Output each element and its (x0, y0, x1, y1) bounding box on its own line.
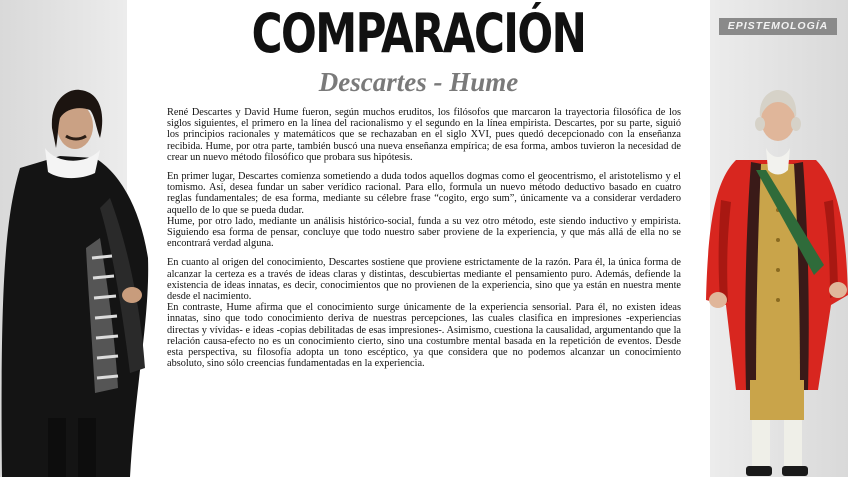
page-subtitle: Descartes - Hume (318, 67, 519, 97)
paragraph-intro: René Descartes y David Hume fueron, según muchos eruditos, los filósofos que marcaron la trayectoria filosófica de los siglos siguientes, el primero en la línea del racionalismo y el segundo en la línea empirista. Descartes, por su parte, siguió los principios racionales y matemáticos que se rechazaban en el siglo XVI, pues quedó decepcionado con la enseñanza recibida. Hume, por otra parte, también buscó una nueva enseñanza empírica; de esa forma, ambos tuvieron la necesidad de crear un nuevo método filosófico que probara sus hipótesis. (167, 107, 681, 163)
document-page (127, 0, 710, 477)
page-title: COMPARACIÓN (251, 2, 586, 65)
paragraph-descartes-method: En primer lugar, Descartes comienza sometiendo a duda todos aquellos dogmas como el geocentrismo, el aristotelismo y el tomismo. Así, desea fundar un saber verídico racional. Para ello, formula un nuevo método deductivo basado en cuatro reglas fundamentales; de esa forma, mediante su célebre frase “cogito, ergo sum”, únicamente va a considerar verdadero aquello de lo que se pueda dudar. (167, 171, 681, 216)
paragraph-descartes-knowledge: En cuanto al origen del conocimiento, Descartes sostiene que proviene estrictamente de la razón. Para él, la única forma de alcanzar la certeza es a través de ideas claras y distintas, descubiertas mediante el pensamiento puro. Además, defiende la existencia de ideas innatas, es decir, conocimientos que no provienen de la experiencia, sino que ya están en nuestra mente desde el nacimiento. (167, 257, 681, 303)
paragraph-hume-knowledge: En contraste, Hume afirma que el conocimiento surge únicamente de la experiencia sensorial. Para él, no existen ideas innatas, sino que todo conocimiento deriva de nuestras percepciones, las cuales clasifica en impresiones -experiencias directas y vívidas- e ideas -copias debilitadas de esas impresiones-. Asimismo, cuestiona la causalidad, argumentando que la relación causa-efecto no es un conocimiento cierto, sino una costumbre mental basada en la repetición de eventos. Desde esta perspectiva, su filosofía adopta un tono escéptico, ya que considera que no podemos alcanzar un conocimiento absoluto, sino sólo creencias fundamentadas en la experiencia. (167, 302, 681, 370)
descartes-portrait (0, 88, 155, 477)
paragraph-hume-method: Hume, por otro lado, mediante un análisis histórico-social, funda a su vez otro método, este siendo inductivo y empirista. Siguiendo esa forma de pensar, concluye que todo nuestro saber proviene de la experiencia, y que más allá de ella no se encontrará verdad alguna. (167, 215, 681, 250)
article-body (167, 107, 681, 369)
category-tag: EPISTEMOLOGÍA (719, 18, 837, 35)
hume-portrait (706, 90, 848, 477)
